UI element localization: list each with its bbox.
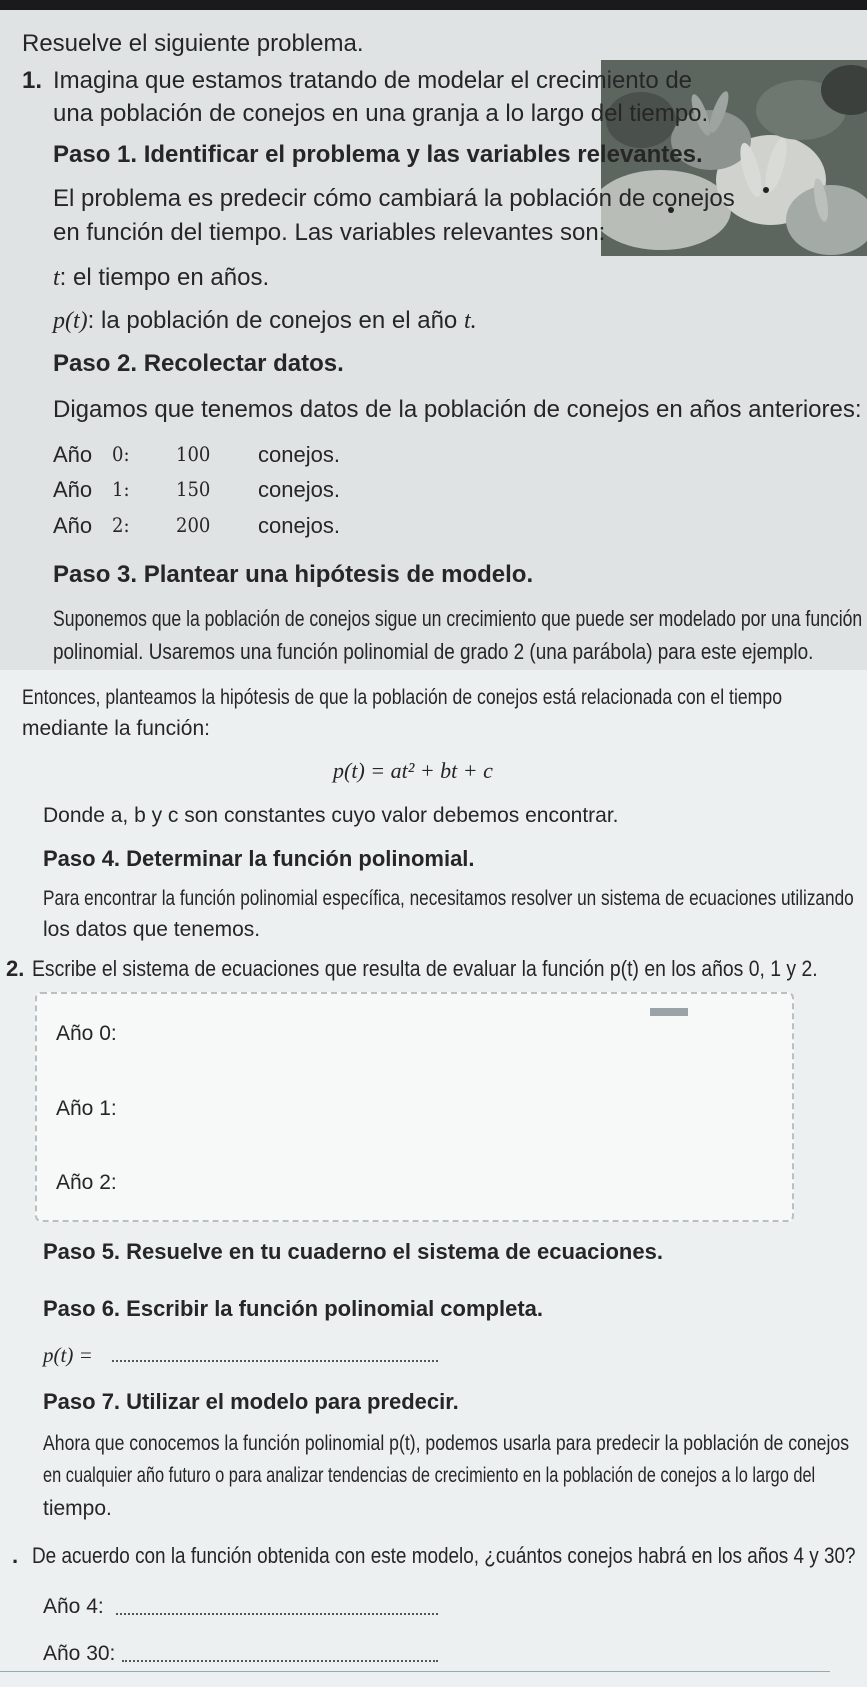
paso3-line2-text: polinomial. Usaremos una función polinomial de grado 2 (una parábola) para este ejemplo. xyxy=(53,639,814,664)
table-row-1-year: 1: xyxy=(112,477,130,501)
table-row-2-unit: conejos. xyxy=(258,513,340,538)
problem1-number: 1. xyxy=(22,67,43,94)
paso7-line1 xyxy=(43,1432,867,1456)
table-row-1-unit: conejos. xyxy=(258,477,340,502)
question3-text xyxy=(32,1543,867,1569)
paso1-line1: El problema es predecir cómo cambiará la población de conejos xyxy=(53,185,735,212)
paso4-line1-text: Para encontrar la función polinomial específica, necesitamos resolver un sistema de ecuaciones utilizando xyxy=(43,887,854,910)
answer-year-4-line[interactable] xyxy=(116,1613,438,1615)
variable-p xyxy=(53,307,477,335)
hypothesis-note: Donde a, b y c son constantes cuyo valor debemos encontrar. xyxy=(43,804,619,827)
question3-text-content: De acuerdo con la función obtenida con este modelo, ¿cuántos conejos habrá en los años 4 y 30? xyxy=(32,1543,856,1568)
variable-t-description: : el tiempo en años. xyxy=(59,264,270,291)
paso7-title: Paso 7. Utilizar el modelo para predecir. xyxy=(43,1389,459,1414)
question2-text-content: Escribe el sistema de ecuaciones que resulta de evaluar la función p(t) en los años 0, 1 y 2. xyxy=(32,956,818,981)
paso7-line3: tiempo. xyxy=(43,1497,112,1520)
intro-instruction: Resuelve el siguiente problema. xyxy=(22,30,364,57)
box-tab-marker xyxy=(650,1008,688,1016)
variable-t-symbol: t xyxy=(53,265,60,291)
paso4-title: Paso 4. Determinar la función polinomial. xyxy=(43,846,475,871)
table-row-2-year: 2: xyxy=(112,513,130,537)
equations-answer-box[interactable] xyxy=(35,992,794,1222)
hypothesis-formula: p(t) = at² + bt + c xyxy=(333,758,493,783)
table-row-0-value: 100 xyxy=(176,442,211,466)
answer-year-0: Año 0: xyxy=(56,1022,117,1045)
paso3-line1-text: Suponemos que la población de conejos sigue un crecimiento que puede ser modelado por una función xyxy=(53,606,863,631)
paso2-title: Paso 2. Recolectar datos. xyxy=(53,350,344,377)
answer-year-30-label: Año 30: xyxy=(43,1642,116,1665)
polynomial-answer-line[interactable] xyxy=(112,1360,438,1362)
paso4-line2: los datos que tenemos. xyxy=(43,918,261,941)
variable-p-tail: t. xyxy=(463,308,477,334)
paso3-line1 xyxy=(53,606,867,632)
paso4-line1 xyxy=(43,887,867,911)
answer-year-4-label: Año 4: xyxy=(43,1595,104,1618)
answer-year-2: Año 2: xyxy=(56,1171,117,1194)
problem1-line1: Imagina que estamos tratando de modelar el crecimiento de xyxy=(53,67,693,94)
table-row-2-label: Año xyxy=(53,513,93,538)
question2-number: 2. xyxy=(6,956,25,981)
paso7-line2 xyxy=(43,1464,867,1488)
paso5-title: Paso 5. Resuelve en tu cuaderno el sistema de ecuaciones. xyxy=(43,1239,663,1264)
paso1-line2: en función del tiempo. Las variables relevantes son: xyxy=(53,219,606,246)
answer-year-1: Año 1: xyxy=(56,1097,117,1120)
question2-text xyxy=(32,956,867,982)
paso1-title: Paso 1. Identificar el problema y las variables relevantes. xyxy=(53,141,703,168)
paso7-line2-text: en cualquier año futuro o para analizar tendencias de crecimiento en la población de conejos a lo largo del xyxy=(43,1464,816,1487)
paso6-blank-label: p(t) = xyxy=(43,1343,93,1367)
table-row-1-value: 150 xyxy=(176,477,211,501)
paso3-line2 xyxy=(53,639,867,665)
problem1-line2: una población de conejos en una granja a lo largo del tiempo. xyxy=(53,100,709,127)
table-row-2-value: 200 xyxy=(176,513,211,537)
paso6-title: Paso 6. Escribir la función polinomial completa. xyxy=(43,1296,544,1321)
hypothesis-line1-text: Entonces, planteamos la hipótesis de que la población de conejos está relacionada con el tiempo xyxy=(22,686,783,709)
paso2-text: Digamos que tenemos datos de la población de conejos en años anteriores: xyxy=(53,396,862,423)
hypothesis-line1 xyxy=(22,686,867,710)
table-row-0-label: Año xyxy=(53,442,93,467)
answer-year-30-line[interactable] xyxy=(122,1660,438,1662)
variable-p-symbol: p(t) xyxy=(53,308,88,334)
textbook-page xyxy=(0,10,867,1687)
hypothesis-line2: mediante la función: xyxy=(22,717,210,740)
paso7-line1-text: Ahora que conocemos la función polinomial p(t), podemos usarla para predecir la población de conejos xyxy=(43,1432,850,1455)
table-row-0-year: 0: xyxy=(112,442,130,466)
variable-t xyxy=(53,264,269,292)
table-row-0-unit: conejos. xyxy=(258,442,340,467)
paso3-title: Paso 3. Plantear una hipótesis de modelo. xyxy=(53,561,534,588)
variable-p-description: : la población de conejos en el año xyxy=(87,307,464,334)
question3-number: . xyxy=(12,1543,19,1568)
page-bottom-rule xyxy=(0,1671,830,1672)
table-row-1-label: Año xyxy=(53,477,93,502)
